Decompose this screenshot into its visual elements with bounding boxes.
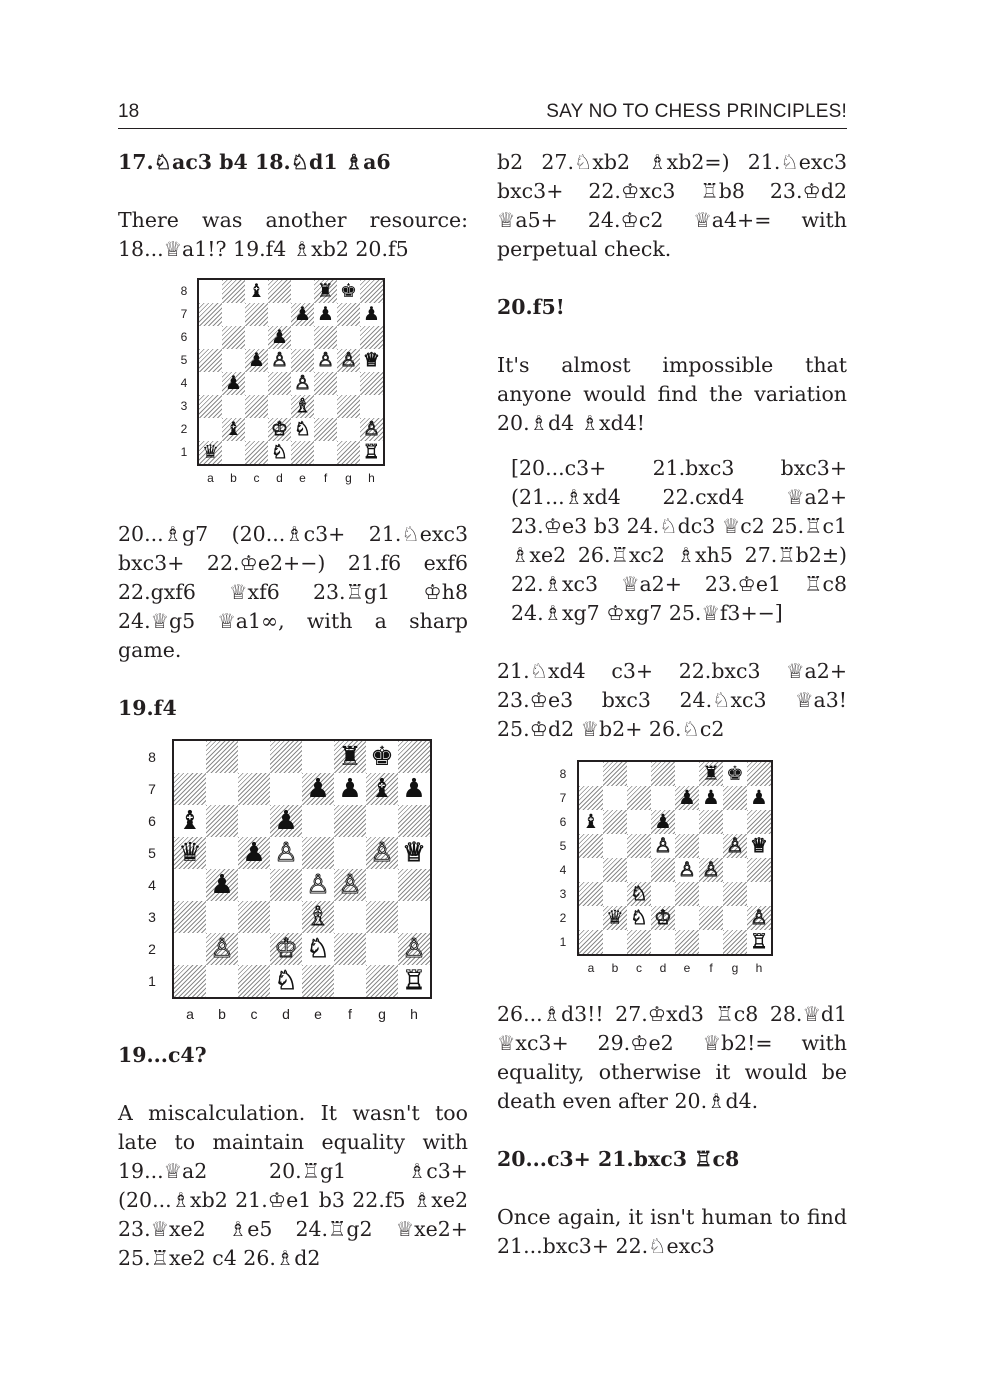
square-f5 <box>699 834 723 858</box>
square-c6 <box>627 810 651 834</box>
square-c1 <box>245 441 268 464</box>
square-h6 <box>398 805 430 837</box>
file-label: h <box>755 961 763 976</box>
rank-label: 2 <box>148 940 156 957</box>
square-e5 <box>291 349 314 372</box>
square-b1 <box>222 441 245 464</box>
square-b7 <box>222 303 245 326</box>
square-h4 <box>747 858 771 882</box>
black-rook-icon: ♜ <box>338 741 362 772</box>
square-b5 <box>603 834 627 858</box>
square-f2 <box>699 906 723 930</box>
square-a2 <box>579 906 603 930</box>
white-king-icon: ♔ <box>274 933 298 964</box>
square-c5 <box>627 834 651 858</box>
square-a7 <box>199 303 222 326</box>
black-pawn-icon: ♟ <box>338 773 362 804</box>
rank-label: 4 <box>148 876 156 893</box>
square-d1 <box>651 930 675 954</box>
square-g6 <box>366 805 398 837</box>
board-grid <box>172 739 432 999</box>
square-a5 <box>199 349 222 372</box>
rank-label: 2 <box>180 422 188 437</box>
square-a2 <box>174 933 206 965</box>
white-knight-icon: ♘ <box>274 965 298 996</box>
black-queen-icon: ♛ <box>606 905 624 929</box>
square-e3 <box>675 882 699 906</box>
paragraph-once-again: Once again, it isn't human to find 21...bxc3+ 22.♘exc3 <box>497 1205 847 1258</box>
square-d4 <box>268 372 291 395</box>
rank-label: 5 <box>559 838 567 853</box>
white-queen-icon: ♕ <box>363 348 380 371</box>
white-pawn-icon: ♙ <box>750 905 768 929</box>
square-e8 <box>302 741 334 773</box>
move-heading-19c4: 19...c4? <box>118 1043 207 1067</box>
white-pawn-icon: ♙ <box>340 348 357 371</box>
square-d3 <box>651 882 675 906</box>
black-king-icon: ♚ <box>340 279 357 302</box>
square-f3 <box>334 901 366 933</box>
square-g6 <box>723 810 747 834</box>
white-queen-icon: ♕ <box>750 833 768 857</box>
move-heading-20f5: 20.f5! <box>497 295 565 319</box>
rank-label: 3 <box>148 908 156 925</box>
square-d8 <box>270 741 302 773</box>
white-rook-icon: ♖ <box>750 929 768 953</box>
file-label: g <box>378 1006 386 1023</box>
white-pawn-icon: ♙ <box>370 837 394 868</box>
header-rule <box>118 128 847 129</box>
square-g3 <box>723 882 747 906</box>
square-g7 <box>723 786 747 810</box>
white-pawn-icon: ♙ <box>271 348 288 371</box>
square-e1 <box>291 441 314 464</box>
rank-label: 3 <box>559 886 567 901</box>
rank-label: 6 <box>148 812 156 829</box>
square-d4 <box>651 858 675 882</box>
black-queen-icon: ♛ <box>202 440 219 463</box>
white-knight-icon: ♘ <box>271 440 288 463</box>
square-h8 <box>360 280 383 303</box>
square-e1 <box>675 930 699 954</box>
square-e6 <box>291 326 314 349</box>
square-b5 <box>222 349 245 372</box>
square-a7 <box>579 786 603 810</box>
black-pawn-icon: ♟ <box>750 785 768 809</box>
rank-label: 8 <box>559 766 567 781</box>
paragraph-26d3: 26...♗d3!! 27.♔xd3 ♖c8 28.♕d1 ♕xc3+ 29.♔e2 ♕b2!= with equality, otherwise it would be death even after 20.♗d4. <box>497 1002 847 1113</box>
rank-label: 5 <box>148 844 156 861</box>
file-label: b <box>611 961 619 976</box>
move-heading-20c3: 20...c3+ 21.bxc3 ♖c8 <box>497 1147 740 1171</box>
square-d7 <box>268 303 291 326</box>
paragraph-impossible: It's almost impossible that anyone would find the variation 20.♗d4 ♗xd4! <box>497 353 847 435</box>
square-a2 <box>199 418 222 441</box>
paragraph-resource: There was another resource: 18...♕a1!? 19.f4 ♗xb2 20.f5 <box>118 208 468 261</box>
square-c1 <box>238 965 270 997</box>
square-f1 <box>334 965 366 997</box>
file-label: d <box>282 1006 290 1023</box>
rank-label: 5 <box>180 353 188 368</box>
square-h6 <box>360 326 383 349</box>
square-b1 <box>206 965 238 997</box>
rank-label: 7 <box>559 790 567 805</box>
file-label: c <box>636 961 642 976</box>
white-bishop-icon: ♗ <box>306 901 330 932</box>
square-b6 <box>222 326 245 349</box>
rank-label: 7 <box>180 307 188 322</box>
square-g2 <box>366 933 398 965</box>
chess-diagram-1 <box>177 278 409 506</box>
black-rook-icon: ♜ <box>317 279 334 302</box>
square-c8 <box>238 741 270 773</box>
square-c4 <box>238 869 270 901</box>
square-f6 <box>334 805 366 837</box>
white-pawn-icon: ♙ <box>274 837 298 868</box>
black-pawn-icon: ♟ <box>678 785 696 809</box>
square-d8 <box>268 280 291 303</box>
square-a8 <box>199 280 222 303</box>
white-knight-icon: ♘ <box>294 417 311 440</box>
square-c6 <box>238 805 270 837</box>
file-label: d <box>276 471 283 486</box>
square-c4 <box>245 372 268 395</box>
file-label: f <box>348 1006 352 1023</box>
square-b8 <box>222 280 245 303</box>
black-bishop-icon: ♝ <box>178 805 202 836</box>
black-bishop-icon: ♝ <box>248 279 265 302</box>
white-bishop-icon: ♗ <box>294 394 311 417</box>
square-f5 <box>334 837 366 869</box>
rank-label: 1 <box>148 972 156 989</box>
square-a4 <box>199 372 222 395</box>
square-f6 <box>314 326 337 349</box>
square-h8 <box>398 741 430 773</box>
square-f2 <box>334 933 366 965</box>
square-e8 <box>291 280 314 303</box>
white-pawn-icon: ♙ <box>294 371 311 394</box>
square-b7 <box>603 786 627 810</box>
move-heading-19f4: 19.f4 <box>118 696 177 720</box>
square-b3 <box>603 882 627 906</box>
black-pawn-icon: ♟ <box>274 805 298 836</box>
file-label: g <box>731 961 739 976</box>
black-pawn-icon: ♟ <box>317 302 334 325</box>
square-f3 <box>699 882 723 906</box>
black-pawn-icon: ♟ <box>306 773 330 804</box>
square-f1 <box>314 441 337 464</box>
file-label: a <box>207 471 214 486</box>
rank-label: 7 <box>148 780 156 797</box>
black-bishop-icon: ♝ <box>582 809 600 833</box>
black-king-icon: ♚ <box>370 741 394 772</box>
square-b8 <box>603 762 627 786</box>
left-column <box>118 148 468 1273</box>
white-knight-icon: ♘ <box>630 905 648 929</box>
file-label: c <box>250 1006 258 1023</box>
square-d7 <box>651 786 675 810</box>
square-b4 <box>603 858 627 882</box>
white-queen-icon: ♕ <box>402 837 426 868</box>
square-c8 <box>627 762 651 786</box>
square-f4 <box>314 372 337 395</box>
rank-label: 4 <box>559 862 567 877</box>
square-g4 <box>337 372 360 395</box>
rank-label: 3 <box>180 399 188 414</box>
black-pawn-icon: ♟ <box>210 869 234 900</box>
square-h4 <box>398 869 430 901</box>
file-label: e <box>683 961 691 976</box>
rank-label: 6 <box>180 330 188 345</box>
black-pawn-icon: ♟ <box>402 773 426 804</box>
square-f1 <box>699 930 723 954</box>
square-h8 <box>747 762 771 786</box>
white-pawn-icon: ♙ <box>317 348 334 371</box>
rank-label: 6 <box>559 814 567 829</box>
square-g1 <box>366 965 398 997</box>
square-c3 <box>238 901 270 933</box>
white-pawn-icon: ♙ <box>402 933 426 964</box>
black-pawn-icon: ♟ <box>702 785 720 809</box>
black-pawn-icon: ♟ <box>248 348 265 371</box>
paragraph-variation-20g7: 20...♗g7 (20...♗c3+ 21.♘exc3 bxc3+ 22.♔e2+−) 21.f6 exf6 22.gxf6 ♕xf6 23.♖g1 ♔h8 24.♕g5 ♕a1∞, with a sharp game. <box>118 522 468 662</box>
paragraph-bracket-variation: [20...c3+ 21.bxc3 bxc3+ (21...♗xd4 22.cxd4 ♕a2+ 23.♔e3 b3 24.♘dc3 ♕c2 25.♖c1 ♗xe2 26.♖xc2 ♗xh5 27.♖b2±) 22.♗xc3 ♕a2+ 23.♔e1 ♖c8 24.♗xg7 ♔xg7 25.♕f3+−] <box>511 456 847 625</box>
square-e6 <box>302 805 334 837</box>
file-label: h <box>410 1006 418 1023</box>
black-queen-icon: ♛ <box>178 837 202 868</box>
square-a1 <box>174 965 206 997</box>
square-b5 <box>206 837 238 869</box>
white-king-icon: ♔ <box>271 417 288 440</box>
square-d3 <box>268 395 291 418</box>
file-label: f <box>709 961 713 976</box>
rank-label: 8 <box>180 284 188 299</box>
square-b8 <box>206 741 238 773</box>
square-h3 <box>360 395 383 418</box>
page-number: 18 <box>118 101 140 122</box>
file-label: c <box>253 471 260 486</box>
rank-label: 8 <box>148 748 156 765</box>
file-label: b <box>230 471 237 486</box>
square-a6 <box>199 326 222 349</box>
white-knight-icon: ♘ <box>306 933 330 964</box>
square-a5 <box>579 834 603 858</box>
white-pawn-icon: ♙ <box>363 417 380 440</box>
white-rook-icon: ♖ <box>363 440 380 463</box>
file-label: f <box>323 471 328 486</box>
square-a8 <box>579 762 603 786</box>
square-e2 <box>675 906 699 930</box>
square-e6 <box>675 810 699 834</box>
square-g7 <box>337 303 360 326</box>
rank-label: 1 <box>559 934 567 949</box>
square-c7 <box>238 773 270 805</box>
square-g1 <box>337 441 360 464</box>
square-b3 <box>222 395 245 418</box>
square-b3 <box>206 901 238 933</box>
paragraph-continuation: b2 27.♘xb2 ♗xb2=) 21.♘exc3 bxc3+ 22.♔xc3 ♖b8 23.♔d2 ♕a5+ 24.♔c2 ♕a4+= with perpetual check. <box>497 150 847 261</box>
square-h6 <box>747 810 771 834</box>
black-bishop-icon: ♝ <box>225 417 242 440</box>
file-label: b <box>218 1006 226 1023</box>
square-c7 <box>245 303 268 326</box>
white-pawn-icon: ♙ <box>654 833 672 857</box>
white-knight-icon: ♘ <box>630 881 648 905</box>
file-label: h <box>368 471 375 486</box>
square-h3 <box>747 882 771 906</box>
board-grid <box>577 760 773 956</box>
square-c2 <box>238 933 270 965</box>
square-a3 <box>174 901 206 933</box>
white-pawn-icon: ♙ <box>726 833 744 857</box>
file-label: e <box>299 471 306 486</box>
square-e8 <box>675 762 699 786</box>
paragraph-21xd4: 21.♘xd4 c3+ 22.bxc3 ♕a2+ 23.♔e3 bxc3 24.♘xc3 ♕a3! 25.♔d2 ♕b2+ 26.♘c2 <box>497 659 847 741</box>
white-rook-icon: ♖ <box>402 965 426 996</box>
square-b7 <box>206 773 238 805</box>
black-bishop-icon: ♝ <box>370 773 394 804</box>
right-column <box>497 148 847 1261</box>
square-f6 <box>699 810 723 834</box>
square-d4 <box>270 869 302 901</box>
square-c3 <box>245 395 268 418</box>
square-g4 <box>723 858 747 882</box>
square-d8 <box>651 762 675 786</box>
chess-diagram-2 <box>138 739 448 1029</box>
file-label: g <box>345 471 352 486</box>
square-h3 <box>398 901 430 933</box>
square-g4 <box>366 869 398 901</box>
square-a3 <box>199 395 222 418</box>
square-e5 <box>302 837 334 869</box>
running-header-title: SAY NO TO CHESS PRINCIPLES! <box>546 101 847 122</box>
black-king-icon: ♚ <box>726 761 744 785</box>
square-a8 <box>174 741 206 773</box>
file-label: a <box>587 961 595 976</box>
rank-label: 2 <box>559 910 567 925</box>
square-f3 <box>314 395 337 418</box>
square-c7 <box>627 786 651 810</box>
file-label: a <box>186 1006 194 1023</box>
rank-label: 1 <box>180 445 188 460</box>
square-a4 <box>579 858 603 882</box>
square-e1 <box>302 965 334 997</box>
square-a4 <box>174 869 206 901</box>
square-b6 <box>206 805 238 837</box>
square-g6 <box>337 326 360 349</box>
board-grid <box>197 278 385 466</box>
white-pawn-icon: ♙ <box>678 857 696 881</box>
square-g3 <box>337 395 360 418</box>
black-pawn-icon: ♟ <box>242 837 266 868</box>
square-e5 <box>675 834 699 858</box>
square-c1 <box>627 930 651 954</box>
black-pawn-icon: ♟ <box>225 371 242 394</box>
square-c6 <box>245 326 268 349</box>
white-pawn-icon: ♙ <box>338 869 362 900</box>
square-g2 <box>337 418 360 441</box>
white-pawn-icon: ♙ <box>210 933 234 964</box>
chess-diagram-3 <box>555 760 789 990</box>
file-label: d <box>659 961 667 976</box>
black-rook-icon: ♜ <box>702 761 720 785</box>
square-f2 <box>314 418 337 441</box>
white-king-icon: ♔ <box>654 905 672 929</box>
square-a7 <box>174 773 206 805</box>
square-g3 <box>366 901 398 933</box>
square-g2 <box>723 906 747 930</box>
square-d3 <box>270 901 302 933</box>
square-a3 <box>579 882 603 906</box>
square-g1 <box>723 930 747 954</box>
square-b6 <box>603 810 627 834</box>
square-b1 <box>603 930 627 954</box>
black-pawn-icon: ♟ <box>654 809 672 833</box>
square-d7 <box>270 773 302 805</box>
square-c2 <box>245 418 268 441</box>
white-pawn-icon: ♙ <box>306 869 330 900</box>
rank-label: 4 <box>180 376 188 391</box>
square-h4 <box>360 372 383 395</box>
black-pawn-icon: ♟ <box>294 302 311 325</box>
square-a1 <box>579 930 603 954</box>
black-pawn-icon: ♟ <box>271 325 288 348</box>
file-label: e <box>314 1006 322 1023</box>
square-c4 <box>627 858 651 882</box>
white-pawn-icon: ♙ <box>702 857 720 881</box>
black-pawn-icon: ♟ <box>363 302 380 325</box>
paragraph-miscalculation: A miscalculation. It wasn't too late to maintain equality with 19...♕a2 20.♖g1 ♗c3+ (20...♗xb2 21.♔e1 b3 22.f5 ♗xe2 23.♕xe2 ♗e5 24.♖g2 ♕xe2+ 25.♖xe2 c4 26.♗d2 <box>118 1101 468 1270</box>
move-heading-17: 17.♘ac3 b4 18.♘d1 ♗a6 <box>118 150 391 174</box>
